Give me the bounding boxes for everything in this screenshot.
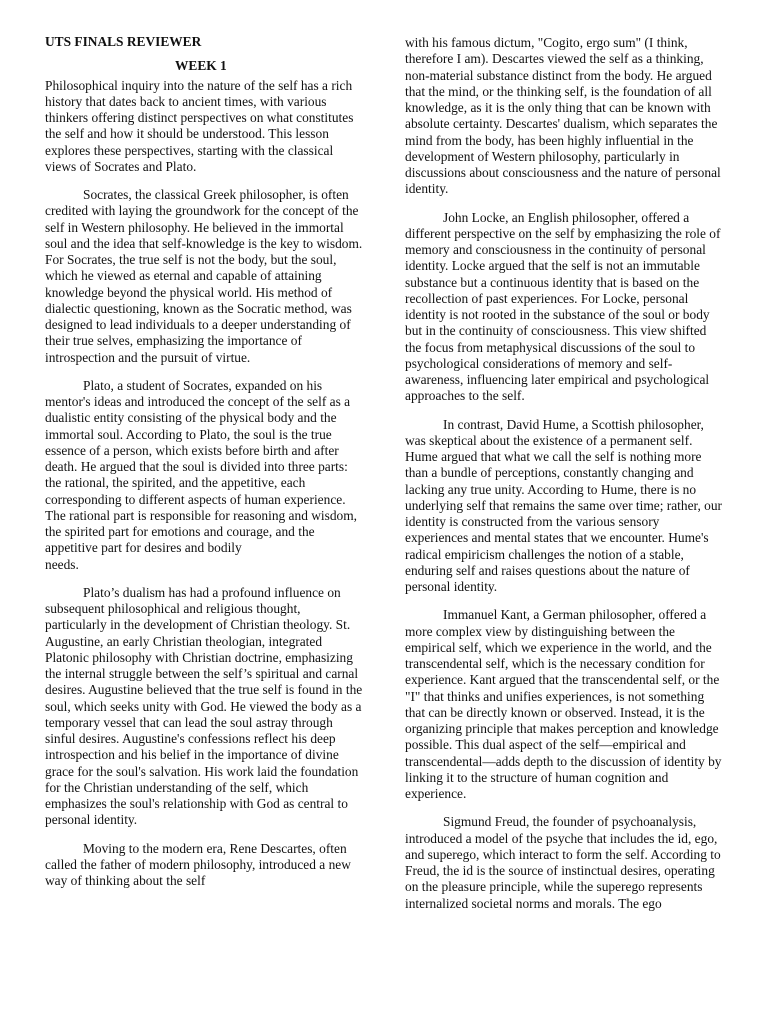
paragraph-intro: Philosophical inquiry into the nature of the self has a rich history that dates back to ancient times, with various thinkers offering distinct perspectives on what constitutes the self and how it should be understood. This lesson explores these perspectives, starting with the classical views of Socrates and Plato.	[45, 77, 354, 174]
paragraph-augustine: Plato’s dualism has had a profound influence on subsequent philosophical and religious thought, particularly in the development of Christian theology. St. Augustine, an early Christian theologian, integrated Platonic philosophy with Christian doctrine, emphasizing the internal struggle between the self’s spiritual and carnal desires. Augustine believed that the true self is found in the soul, which seeks unity with God. He viewed the body as a temporary vessel that can lead the soul astray through sinful desires. Augustine's confessions reflect his deep introspection and his belief in the importance of divine grace for the soul's salvation. His work laid the foundation for the Christian understanding of the self, which emphasizes the soul's relationship with God as central to personal identity.	[45, 584, 363, 828]
paragraph-hume: In contrast, David Hume, a Scottish philosopher, was skeptical about the existence of a permanent self. Hume argued that what we call the self is nothing more than a bundle of perceptions, constantly changing and lacking any true unity. According to Hume, there is no underlying self that remains the same over time; rather, our identity is constructed from the various sensory experiences and mental states that we encounter. Hume's radical empiricism challenges the notion of a stable, enduring self and raises questions about the nature of personal identity.	[405, 416, 723, 594]
left-column	[45, 34, 365, 901]
right-column	[405, 35, 725, 924]
week-heading: WEEK 1	[175, 58, 227, 74]
paragraph-freud: Sigmund Freud, the founder of psychoanalysis, introduced a model of the psyche that includes the id, ego, and superego, which interact to form the self. According to Freud, the id is the source of instinctual desires, operating on the pleasure principle, while the superego represents internalized societal norms and morals. The ego	[405, 814, 721, 911]
document-title: UTS FINALS REVIEWER	[45, 34, 202, 49]
paragraph-kant: Immanuel Kant, a German philosopher, offered a more complex view by distinguishing between the empirical self, which we experience in the world, and the transcendental self, which is the necessary condition for experience. Kant argued that the transcendental self, or the "I" that thinks and unifies experiences, is not something that can be directly known or observed. Instead, it is the organizing principle that makes perception and knowledge possible. This dual aspect of the self—empirical and transcendental—adds depth to the discussion of identity by linking it to the structure of human cognition and experience.	[405, 607, 722, 801]
paragraph-locke: John Locke, an English philosopher, offered a different perspective on the self by emphasizing the role of memory and consciousness in the continuity of personal identity. Locke argued that the self is not an immutable substance but a continuous identity that is based on the recollection of past experiences. For Locke, personal identity is not rooted in the substance of the soul or body but in the continuity of consciousness. This view shifted the focus from metaphysical discussions of the soul to psychological considerations of memory and self-awareness, influencing later empirical and psychological approaches to the self.	[405, 209, 721, 404]
paragraph-plato: Plato, a student of Socrates, expanded on his mentor's ideas and introduced the concept of the self as a dualistic entity consisting of the physical body and the immortal soul. According to Plato, the soul is the true essence of a person, which exists before birth and after death. He argued that the soul is divided into three parts: the rational, the spirited, and the appetitive, each corresponding to different aspects of human experience. The rational part is responsible for reasoning and wisdom, the spirited part for emotions and courage, and the appetitive part for desires and bodily	[45, 377, 357, 556]
paragraph-socrates: Socrates, the classical Greek philosopher, is often credited with laying the groundwork for the concept of the self in Western philosophy. He believed in the immortal soul and the idea that self-knowledge is the key to wisdom. For Socrates, the true self is not the body, but the soul, which he viewed as eternal and capable of attaining knowledge beyond the physical world. His method of dialectic questioning, known as the Socratic method, was designed to lead individuals to a deeper understanding of their true selves, emphasizing the importance of introspection and the pursuit of virtue.	[45, 187, 363, 365]
paragraph-plato-tail: needs.	[45, 556, 79, 572]
paragraph-descartes-start: Moving to the modern era, Rene Descartes, often called the father of modern philosophy, introduced a new way of thinking about the self	[45, 840, 351, 888]
paragraph-descartes-cont: with his famous dictum, "Cogito, ergo sum" (I think, therefore I am). Descartes viewed the self as a thinking, non-material substance distinct from the body. He argued that the mind, or the thinking self, is the foundation of all knowledge, as it is the only thing that can be known with absolute certainty. Descartes' dualism, which separates the mind from the body, has been highly influential in the development of Western philosophy, particularly in discussions about consciousness and the nature of personal identity.	[405, 35, 721, 197]
